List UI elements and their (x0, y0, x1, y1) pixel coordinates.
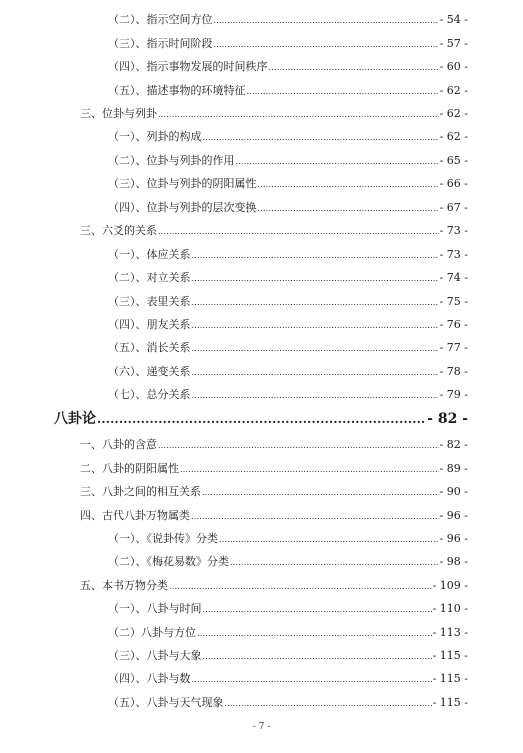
toc-entry-page: - 54 - (439, 13, 468, 26)
toc-entry-title: 二、八卦的阴阳属性 (80, 462, 179, 475)
toc-entry[interactable] (108, 295, 468, 310)
toc-entry[interactable] (108, 248, 468, 263)
toc-entry[interactable] (80, 438, 468, 453)
toc-entry[interactable] (108, 341, 468, 356)
dot-leader (192, 366, 439, 380)
toc-entry-title: （二）、指示空间方位 (108, 13, 213, 26)
toc-entry[interactable] (108, 672, 468, 687)
toc-entry[interactable] (108, 84, 468, 99)
dot-leader (219, 533, 439, 547)
toc-entry-page: - 90 - (439, 485, 468, 498)
dot-leader (247, 85, 439, 99)
toc-entry-title: （一）、体应关系 (108, 248, 191, 261)
dot-leader (236, 155, 439, 169)
toc-entry-title: （二）、位卦与列卦的作用 (108, 154, 235, 167)
toc-entry-title: （一）、列卦的构成 (108, 130, 202, 143)
toc-entry-title: （四）、八卦与数 (108, 672, 191, 685)
dot-leader (203, 131, 439, 145)
toc-entry-page: - 115 - (432, 696, 468, 709)
toc-entry-title: （一）、八卦与时间 (108, 602, 202, 615)
toc-entry-title: （四）、朋友关系 (108, 318, 191, 331)
toc-entry[interactable] (108, 649, 468, 664)
dot-leader (258, 178, 439, 192)
dot-leader (192, 389, 439, 403)
toc-entry-page: - 110 - (432, 602, 468, 615)
toc-entry-title: （一）、《说卦传》分类 (108, 532, 218, 545)
dot-leader (269, 61, 439, 75)
toc-entry[interactable] (80, 579, 468, 594)
dot-leader (258, 202, 439, 216)
dot-leader (202, 486, 439, 500)
dot-leader (158, 225, 439, 239)
toc-entry[interactable] (108, 602, 468, 617)
toc-entry[interactable] (80, 485, 468, 500)
dot-leader (214, 38, 439, 52)
toc-entry-page: - 96 - (439, 532, 468, 545)
toc-entry-page: - 98 - (439, 555, 468, 568)
toc-entry[interactable] (108, 365, 468, 380)
toc-entry-page: - 78 - (439, 365, 468, 378)
toc-entry[interactable] (108, 177, 468, 192)
toc-entry-page: - 75 - (439, 295, 468, 308)
toc-entry[interactable] (108, 271, 468, 286)
dot-leader (158, 439, 439, 453)
toc-entry-title: 五、本书万物分类 (80, 579, 168, 592)
toc-entry-page: - 67 - (439, 201, 468, 214)
toc-entry[interactable] (108, 388, 468, 403)
toc-entry-title: （四）、位卦与列卦的层次变换 (108, 201, 257, 214)
toc-entry[interactable] (108, 130, 468, 145)
dot-leader (192, 342, 439, 356)
toc-entry-page: - 73 - (439, 224, 468, 237)
toc-entry[interactable] (108, 37, 468, 52)
toc-entry-page: - 79 - (439, 388, 468, 401)
toc-entry-page: - 62 - (439, 130, 468, 143)
toc-chapter-entry[interactable] (54, 410, 468, 428)
toc-entry-title: （三）、位卦与列卦的阴阳属性 (108, 177, 257, 190)
toc-entry-page: - 113 - (432, 626, 468, 639)
toc-entry[interactable] (80, 462, 468, 477)
toc-entry-page: - 65 - (439, 154, 468, 167)
toc-entry-title: 八卦论 (54, 411, 96, 427)
dot-leader (192, 673, 432, 687)
toc-entry-title: 三、位卦与列卦 (80, 107, 157, 120)
toc-entry-title: （二）、《梅花易数》分类 (108, 555, 229, 568)
toc-entry[interactable] (108, 318, 468, 333)
toc-entry-title: （五）、消长关系 (108, 341, 191, 354)
toc-entry[interactable] (108, 555, 468, 570)
page-number: - 7 - (252, 722, 271, 732)
toc-entry-page: - 82 - (439, 438, 468, 451)
toc-entry[interactable] (108, 532, 468, 547)
dot-leader (197, 627, 432, 641)
dot-leader (225, 697, 432, 711)
toc-entry-page: - 82 - (427, 411, 468, 427)
toc-entry-title: 四、古代八卦万物属类 (80, 509, 190, 522)
dot-leader (158, 108, 439, 122)
toc-entry-title: （五）、描述事物的环境特征 (108, 84, 246, 97)
toc-entry-page: - 73 - (439, 248, 468, 261)
toc-entry-title: （三）、八卦与大象 (108, 649, 202, 662)
toc-entry-page: - 89 - (439, 462, 468, 475)
dot-leader (214, 14, 439, 28)
toc-entry[interactable] (108, 201, 468, 216)
toc-entry-page: - 77 - (439, 341, 468, 354)
toc-entry-page: - 74 - (439, 271, 468, 284)
dot-leader (192, 272, 439, 286)
toc-entry-page: - 62 - (439, 107, 468, 120)
toc-entry-title: 一、八卦的含意 (80, 438, 157, 451)
toc-entry-title: （六）、递变关系 (108, 365, 191, 378)
toc-entry[interactable] (108, 13, 468, 28)
dot-leader (180, 463, 439, 477)
toc-entry-page: - 62 - (439, 84, 468, 97)
toc-entry[interactable] (108, 696, 468, 711)
toc-entry-title: 三、八卦之间的相互关系 (80, 485, 201, 498)
dot-leader (230, 556, 439, 570)
toc-entry-page: - 60 - (439, 60, 468, 73)
toc-entry[interactable] (108, 154, 468, 169)
toc-entry-title: 三、六爻的关系 (80, 224, 157, 237)
toc-entry[interactable] (80, 224, 468, 239)
dot-leader (192, 296, 439, 310)
toc-entry[interactable] (80, 509, 468, 524)
toc-entry[interactable] (108, 626, 468, 641)
toc-entry-title: （四）、指示事物发展的时间秩序 (108, 60, 268, 73)
toc-entry-title: （二）八卦与方位 (108, 626, 196, 639)
toc-entry-title: （七）、总分关系 (108, 388, 191, 401)
dot-leader (203, 603, 432, 617)
toc-entry-title: （三）、指示时间阶段 (108, 37, 213, 50)
dot-leader (203, 650, 432, 664)
toc-entry-page: - 115 - (432, 672, 468, 685)
toc-entry-page: - 66 - (439, 177, 468, 190)
dot-leader (191, 510, 439, 524)
toc-entry-title: （二）、对立关系 (108, 271, 191, 284)
toc-entry-title: （三）、表里关系 (108, 295, 191, 308)
toc-entry[interactable] (108, 60, 468, 75)
toc-entry-page: - 57 - (439, 37, 468, 50)
toc-entry-page: - 115 - (432, 649, 468, 662)
dot-leader (192, 319, 439, 333)
toc-entry-page: - 96 - (439, 509, 468, 522)
toc-entry[interactable] (80, 107, 468, 122)
dot-leader (169, 580, 432, 594)
dot-leader (97, 410, 426, 428)
toc-entry-page: - 109 - (432, 579, 468, 592)
dot-leader (192, 249, 439, 263)
toc-entry-page: - 76 - (439, 318, 468, 331)
toc-entry-title: （五）、八卦与天气现象 (108, 696, 224, 709)
